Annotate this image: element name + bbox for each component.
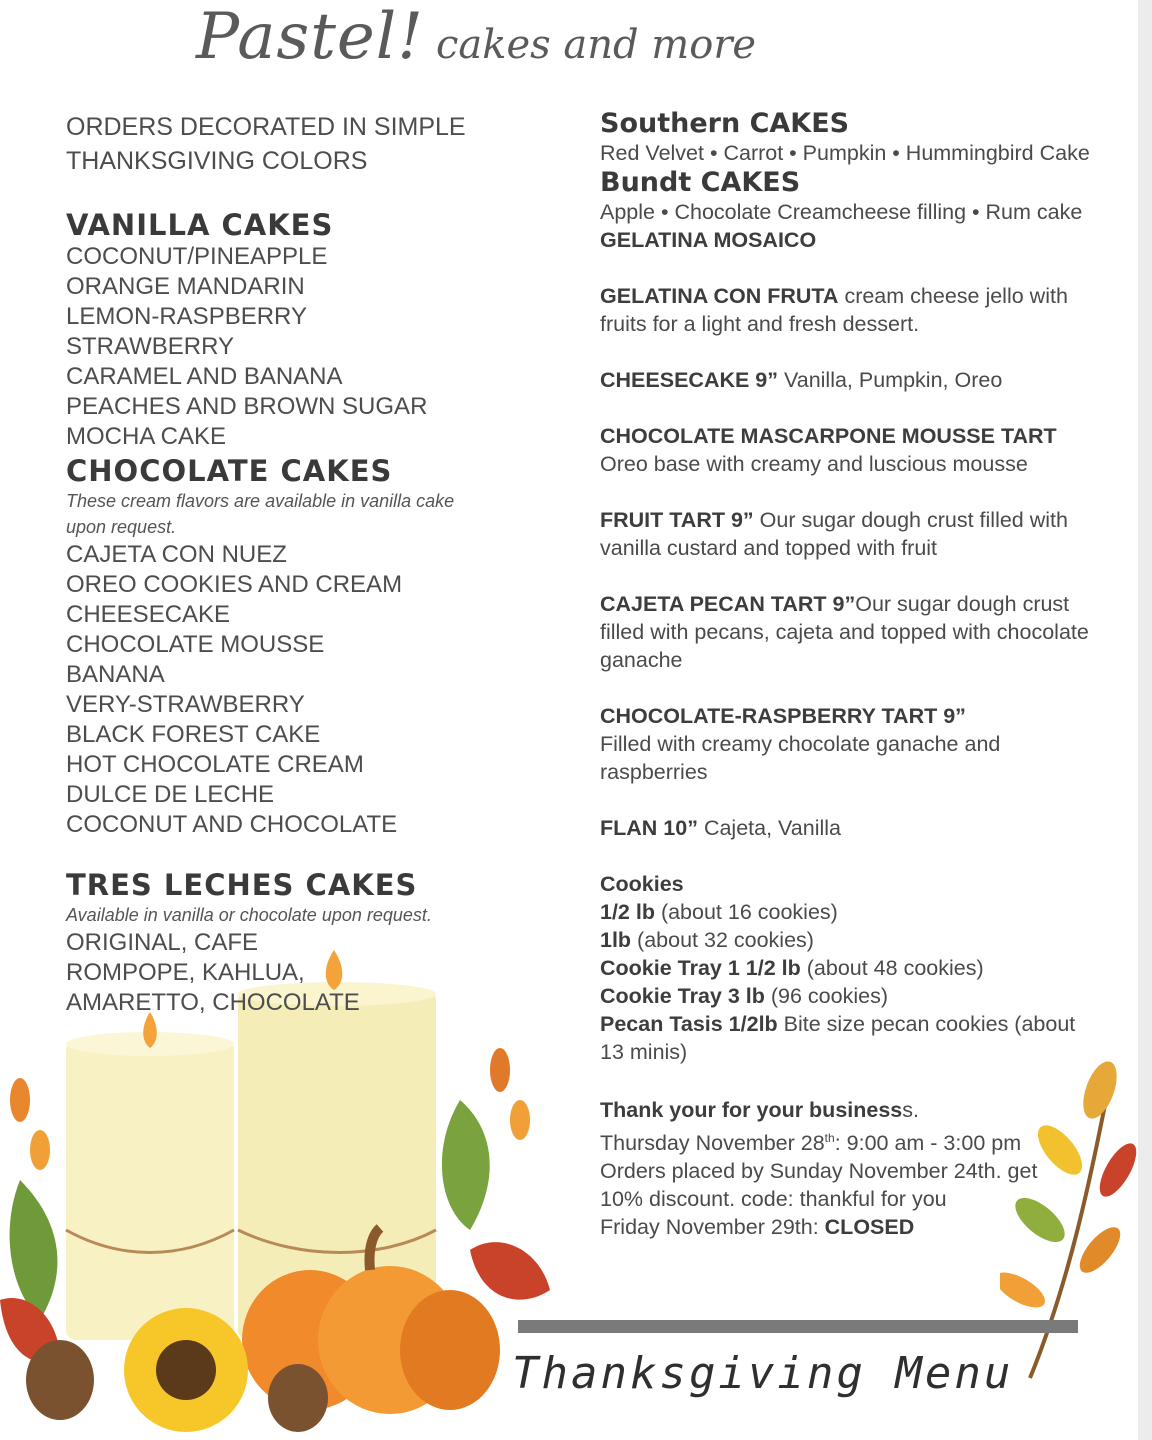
item-name: CHEESECAKE 9” xyxy=(600,368,779,392)
thanks-closed: Friday November 29th: CLOSED xyxy=(600,1215,915,1240)
list-item: DULCE DE LECHE xyxy=(66,781,275,808)
list-item: CHOCOLATE MOUSSE xyxy=(66,631,325,658)
item-desc: (96 cookies) xyxy=(764,984,888,1008)
list-item: CAJETA CON NUEZ xyxy=(66,541,287,568)
brand-tagline: cakes and more xyxy=(435,22,757,68)
chocolate-cakes-list xyxy=(66,540,546,840)
list-item: COCONUT/PINEAPPLE xyxy=(66,243,328,270)
list-item xyxy=(600,1010,1090,1066)
list-item xyxy=(600,982,1090,1010)
gelatina-con-fruta xyxy=(600,282,1090,338)
list-item: BANANA xyxy=(66,661,165,688)
list-item: OREO COOKIES AND CREAM xyxy=(66,571,403,598)
item-name: CHOCOLATE-RASPBERRY TART 9” xyxy=(600,704,966,728)
left-column xyxy=(66,110,546,1018)
pinecone-icon xyxy=(268,1364,328,1432)
item-name: CAJETA PECAN TART 9” xyxy=(600,592,856,616)
tres-leches-list xyxy=(66,928,546,1018)
tres-leches-note: Available in vanilla or chocolate upon request. xyxy=(66,905,432,925)
thanks-block xyxy=(600,1096,1090,1241)
item-name: Cookie Tray 3 lb xyxy=(600,984,765,1008)
item-desc: cream cheese jello with fruits for a light and fresh dessert. xyxy=(600,284,1068,336)
thanks-discount: Orders placed by Sunday November 24th. get 10% discount. code: thankful for you xyxy=(600,1159,1038,1212)
item-desc: Bite size pecan cookies (about 13 minis) xyxy=(600,1012,1076,1064)
footer-divider xyxy=(518,1320,1078,1333)
cookies-heading: Cookies xyxy=(600,872,684,896)
cheesecake-item xyxy=(600,366,1090,394)
item-name: GELATINA CON FRUTA xyxy=(600,284,839,308)
list-item: VERY-STRAWBERRY xyxy=(66,691,305,718)
list-item: CHEESECAKE xyxy=(66,601,231,628)
list-item: STRAWBERRY xyxy=(66,333,235,360)
brand-logo xyxy=(196,0,756,74)
intro-line: ORDERS DECORATED IN SIMPLE xyxy=(66,113,466,141)
fruit-tart-item xyxy=(600,506,1090,562)
list-item xyxy=(600,926,1090,954)
flan-item xyxy=(600,814,1090,842)
chocolate-cakes-heading: CHOCOLATE CAKES xyxy=(66,454,393,488)
list-item xyxy=(600,954,1090,982)
list-item xyxy=(600,898,1090,926)
tres-leches-heading: TRES LECHES CAKES xyxy=(66,868,418,902)
item-desc: (about 32 cookies) xyxy=(631,928,814,952)
intro-line: THANKSGIVING COLORS xyxy=(66,147,368,175)
raspberry-tart-item xyxy=(600,702,1090,786)
list-item: ORIGINAL, CAFE xyxy=(66,929,259,956)
item-name: Pecan Tasis 1/2lb xyxy=(600,1012,778,1036)
list-item: MOCHA CAKE xyxy=(66,423,227,450)
item-desc: (about 48 cookies) xyxy=(800,956,984,980)
cookies-list xyxy=(600,898,1090,1066)
list-item: ORANGE MANDARIN xyxy=(66,273,305,300)
vanilla-cakes-list xyxy=(66,242,546,452)
page-edge xyxy=(1138,0,1152,1440)
item-desc: Vanilla, Pumpkin, Oreo xyxy=(778,368,1003,392)
item-desc: Oreo base with creamy and luscious mousse xyxy=(600,452,1028,476)
item-desc: Filled with creamy chocolate ganache and raspberries xyxy=(600,732,1001,784)
list-item: AMARETTO, CHOCOLATE xyxy=(66,989,360,1016)
footer-title: Thanksgiving Menu xyxy=(512,1348,1014,1399)
item-desc: Our sugar dough crust filled with pecans, cajeta and topped with chocolate ganache xyxy=(600,592,1089,672)
chocolate-cakes-note: These cream flavors are available in vanilla cake upon request. xyxy=(66,491,455,537)
southern-cakes-heading: Southern CAKES xyxy=(600,108,850,139)
bundt-cakes-heading: Bundt CAKES xyxy=(600,167,801,198)
list-item: CARAMEL AND BANANA xyxy=(66,363,343,390)
list-item: LEMON-RASPBERRY xyxy=(66,303,307,330)
thanks-hours: Thursday November 28th: 9:00 am - 3:00 pm xyxy=(600,1131,1022,1156)
item-name: FLAN 10” xyxy=(600,816,698,840)
mascarpone-item xyxy=(600,422,1090,478)
item-desc: Cajeta, Vanilla xyxy=(697,816,841,840)
item-name: CHOCOLATE MASCARPONE MOUSSE TART xyxy=(600,424,1057,448)
item-name: Cookie Tray 1 1/2 lb xyxy=(600,956,801,980)
list-item: BLACK FOREST CAKE xyxy=(66,721,321,748)
candle-left xyxy=(66,1040,234,1340)
item-desc: Our sugar dough crust filled with vanilla custard and topped with fruit xyxy=(600,508,1068,560)
vanilla-cakes-heading: VANILLA CAKES xyxy=(66,208,334,242)
brand-name: Pastel! xyxy=(196,0,424,74)
gelatina-mosaico: GELATINA MOSAICO xyxy=(600,228,817,252)
item-name: FRUIT TART 9” xyxy=(600,508,754,532)
thanks-title: Thank your for your businesss. xyxy=(600,1098,919,1122)
list-item: ROMPOPE, KAHLUA, xyxy=(66,959,305,986)
list-item: PEACHES AND BROWN SUGAR xyxy=(66,393,428,420)
item-desc: (about 16 cookies) xyxy=(654,900,838,924)
item-name: 1/2 lb xyxy=(600,900,655,924)
item-name: 1lb xyxy=(600,928,632,952)
bundt-cakes-text: Apple • Chocolate Creamcheese filling • Rum cake xyxy=(600,200,1083,224)
cajeta-tart-item xyxy=(600,590,1090,674)
pinecone-icon xyxy=(26,1340,94,1420)
southern-cakes-text: Red Velvet • Carrot • Pumpkin • Hummingbird Cake xyxy=(600,141,1090,165)
list-item: COCONUT AND CHOCOLATE xyxy=(66,811,398,838)
list-item: HOT CHOCOLATE CREAM xyxy=(66,751,364,778)
